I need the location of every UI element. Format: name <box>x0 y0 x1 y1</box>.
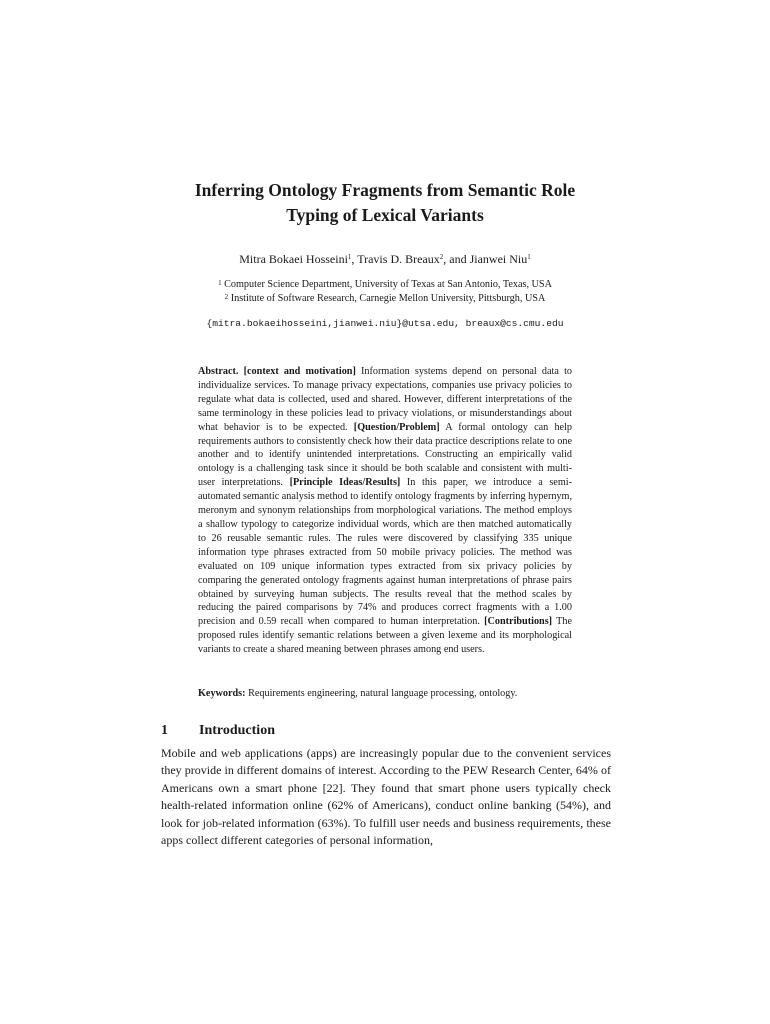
abstract-text-contributions: The proposed rules identify semantic relations between a given lexeme and its morphological variants to create a shared meaning between phrases among end users. <box>198 616 572 656</box>
affiliation-2 <box>120 292 650 306</box>
affiliation-2-marker: 2 <box>224 293 229 301</box>
affiliation-1 <box>120 278 650 292</box>
abstract-text-problem: A formal ontology can help requirements authors to consistently check how their data practice descriptions relate to one another and to identify unintended interpretations. Constructing an empirically valid ontology is a challenging task since it should be both scalable and consistent with multi-user interpretations. <box>198 421 572 489</box>
abstract-text-results: In this paper, we introduce a semi-automated semantic analysis method to identify ontology fragments by inferring hypernym, meronym and synonym relationships from morphological variations. The method employs a shallow typology to categorize individual words, which are then matched automatically to 26 reusable semantic rules. The rules were discovered by classifying 335 unique information type phrases extracted from 50 mobile privacy policies. The method was evaluated on 109 unique information types extracted from six privacy policies by comparing the generated ontology fragments against human interpretations of phrase pairs obtained by surveying human subjects. The results reveal that the method scales by reducing the paired comparisons by 74% and produces correct fragments with a 1.00 precision and 0.59 recall when compared to human interpretation. <box>198 477 572 628</box>
abstract <box>198 365 572 657</box>
author-2-affil: 2 <box>439 253 444 261</box>
author-separator: , and <box>443 252 470 266</box>
author-emails: {mitra.bokaeihosseini,jianwei.niu}@utsa.edu, breaux@cs.cmu.edu <box>206 318 564 329</box>
author-2: Travis D. Breaux <box>357 252 440 266</box>
affiliation-1-marker: 1 <box>218 279 222 287</box>
affiliation-1-text: Computer Science Department, University of Texas at San Antonio, Texas, USA <box>224 279 552 290</box>
abstract-label: Abstract. <box>198 366 239 377</box>
author-1: Mitra Bokaei Hosseini <box>239 252 348 266</box>
author-1-affil: 1 <box>347 253 352 261</box>
section-heading <box>161 722 611 740</box>
section-number: 1 <box>161 723 168 738</box>
keywords-text: Requirements engineering, natural language processing, ontology. <box>245 688 518 699</box>
author-list <box>120 251 650 267</box>
title-line-2: Typing of Lexical Variants <box>286 205 484 225</box>
affiliation-2-text: Institute of Software Research, Carnegie Mellon University, Pittsburgh, USA <box>230 293 546 304</box>
abstract-tag-contributions: [Contributions] <box>484 616 553 628</box>
abstract-tag-problem: [Question/Problem] <box>353 421 440 433</box>
abstract-tag-context: [context and motivation] <box>243 366 356 377</box>
keywords-label: Keywords: <box>198 688 246 699</box>
paper-title <box>120 178 650 228</box>
intro-paragraph: Mobile and web applications (apps) are increasingly popular due to the convenient services they provide in different domains of interest. According to the PEW Research Center, 64% of Americans own a smart phone [22]. They found that smart phone users typically check health-related information online (62% of Americans), conduct online banking (54%), and look for job-related information (63%). To fulfill user needs and business requirements, these apps collect different categories of personal information, <box>161 746 611 848</box>
author-3: Jianwei Niu <box>469 252 528 266</box>
title-line-1: Inferring Ontology Fragments from Semantic Role <box>194 180 576 200</box>
author-separator: , <box>351 252 358 266</box>
section-title: Introduction <box>199 723 275 738</box>
keywords <box>198 687 572 701</box>
abstract-text-context: Information systems depend on personal data to individualize services. To manage privacy expectations, companies use privacy policies to regulate what data is collected, used and shared. However, different interpretations of the same terminology in these policies lead to privacy violations, or misunderstandings about what behavior is to be expected. <box>198 366 572 433</box>
abstract-tag-results: [Principle Ideas/Results] <box>289 477 401 489</box>
author-3-affil: 1 <box>527 253 531 261</box>
